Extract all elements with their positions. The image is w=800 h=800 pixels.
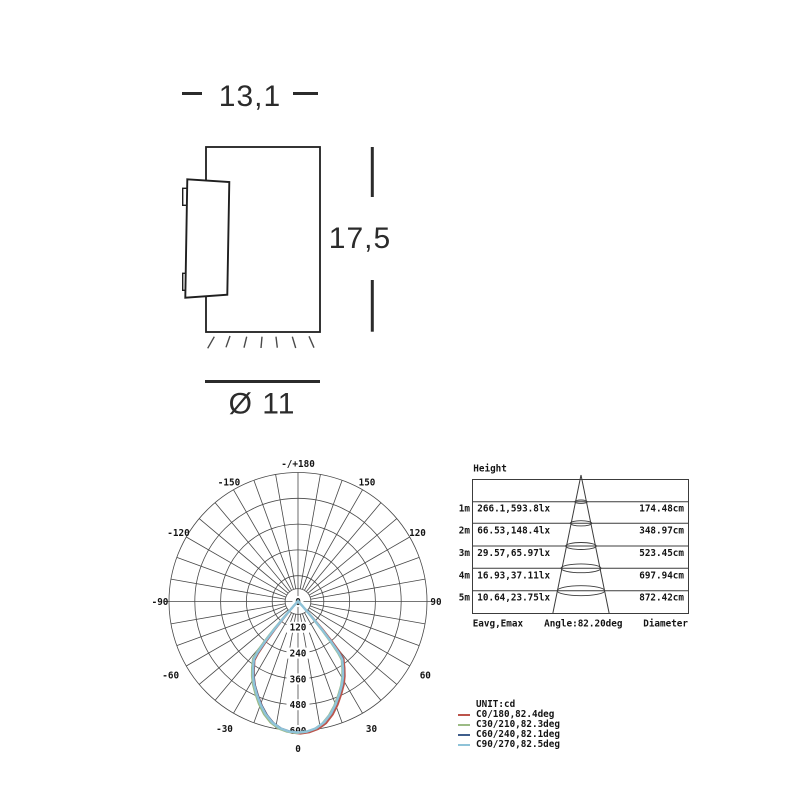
legend-unit-label: UNIT:cd xyxy=(476,699,516,710)
row-height-label: 4m xyxy=(458,570,470,582)
table-footer-angle: Angle:82.20deg xyxy=(544,618,623,630)
diameter-dimension-label: Ø 11 xyxy=(228,387,296,420)
height-diameter-table xyxy=(450,455,700,640)
angle-label: 60 xyxy=(419,670,431,682)
angle-label: 90 xyxy=(430,596,442,608)
ring-value-label: 480 xyxy=(289,700,307,712)
light-ray xyxy=(292,337,295,348)
fixture-dimension-drawing xyxy=(170,70,400,420)
legend-entry-label: C60/240,82.1deg xyxy=(476,729,560,740)
ring-value-label: 360 xyxy=(289,674,307,686)
row-diameter-value: 348.97cm xyxy=(639,525,684,537)
legend-color-line xyxy=(458,724,470,726)
table-footer-eavg-emax: Eavg,Emax xyxy=(472,618,524,630)
legend-entry-label: C0/180,82.4deg xyxy=(476,709,555,720)
row-eavg-emax-value: 29.57,65.97lx xyxy=(477,548,551,559)
legend-color-line xyxy=(458,744,470,746)
angle-label: -60 xyxy=(162,670,180,682)
polar-photometric-chart xyxy=(145,445,455,760)
polar-spoke xyxy=(300,474,320,588)
light-ray xyxy=(309,336,314,347)
angle-label: -/+180 xyxy=(281,458,315,470)
legend-entries xyxy=(455,710,585,750)
mounting-plate xyxy=(185,179,229,297)
light-ray xyxy=(208,337,215,349)
polar-spoke xyxy=(311,579,425,599)
row-height-label: 1m xyxy=(458,503,470,515)
legend-color-line xyxy=(458,734,470,736)
angle-label: 150 xyxy=(358,477,376,489)
row-eavg-emax-value: 66.53,148.4lx xyxy=(477,525,551,537)
angle-label: 0 xyxy=(295,743,301,755)
table-title: Height xyxy=(473,463,507,475)
row-eavg-emax-value: 10.64,23.75lx xyxy=(477,592,551,604)
light-rays-group xyxy=(208,336,314,348)
angle-label: -120 xyxy=(167,527,190,539)
ring-value-label: 0 xyxy=(295,596,301,608)
curve-legend xyxy=(455,700,585,750)
angle-label: -150 xyxy=(217,477,241,489)
height-dimension-label: 17,5 xyxy=(328,222,392,255)
row-diameter-value: 523.45cm xyxy=(639,548,684,559)
table-rows-group xyxy=(459,502,689,604)
beam-cone-drawing xyxy=(553,475,609,614)
ring-value-label: 120 xyxy=(289,622,307,634)
row-diameter-value: 872.42cm xyxy=(639,592,684,604)
row-height-label: 5m xyxy=(458,592,470,604)
polar-spoke xyxy=(276,474,296,588)
angle-label: 120 xyxy=(409,527,426,539)
legend-entry-label: C90/270,82.5deg xyxy=(476,739,560,750)
legend-color-line xyxy=(458,714,470,716)
ring-value-label: 240 xyxy=(289,648,307,660)
polar-spoke xyxy=(311,604,425,624)
row-diameter-value: 697.94cm xyxy=(639,570,684,582)
legend-entry-label: C30/210,82.3deg xyxy=(476,719,560,730)
light-ray xyxy=(261,337,262,348)
row-height-label: 3m xyxy=(458,548,470,559)
angle-label: -30 xyxy=(216,724,233,736)
width-dimension-label: 13,1 xyxy=(218,80,282,113)
row-eavg-emax-value: 266.1,593.8lx xyxy=(477,503,551,515)
table-footer-diameter: Diameter xyxy=(643,618,688,630)
angle-label: 30 xyxy=(365,724,378,736)
light-ray xyxy=(244,337,247,348)
light-ray xyxy=(226,336,230,347)
polar-spoke xyxy=(171,579,285,599)
row-height-label: 2m xyxy=(458,525,470,537)
legend-entry xyxy=(455,740,585,750)
angle-label: -90 xyxy=(151,596,169,608)
row-eavg-emax-value: 16.93,37.11lx xyxy=(477,570,551,582)
ring-value-label: 600 xyxy=(289,725,307,737)
polar-spoke xyxy=(171,604,285,624)
light-ray xyxy=(276,337,277,348)
row-diameter-value: 174.48cm xyxy=(639,503,684,515)
